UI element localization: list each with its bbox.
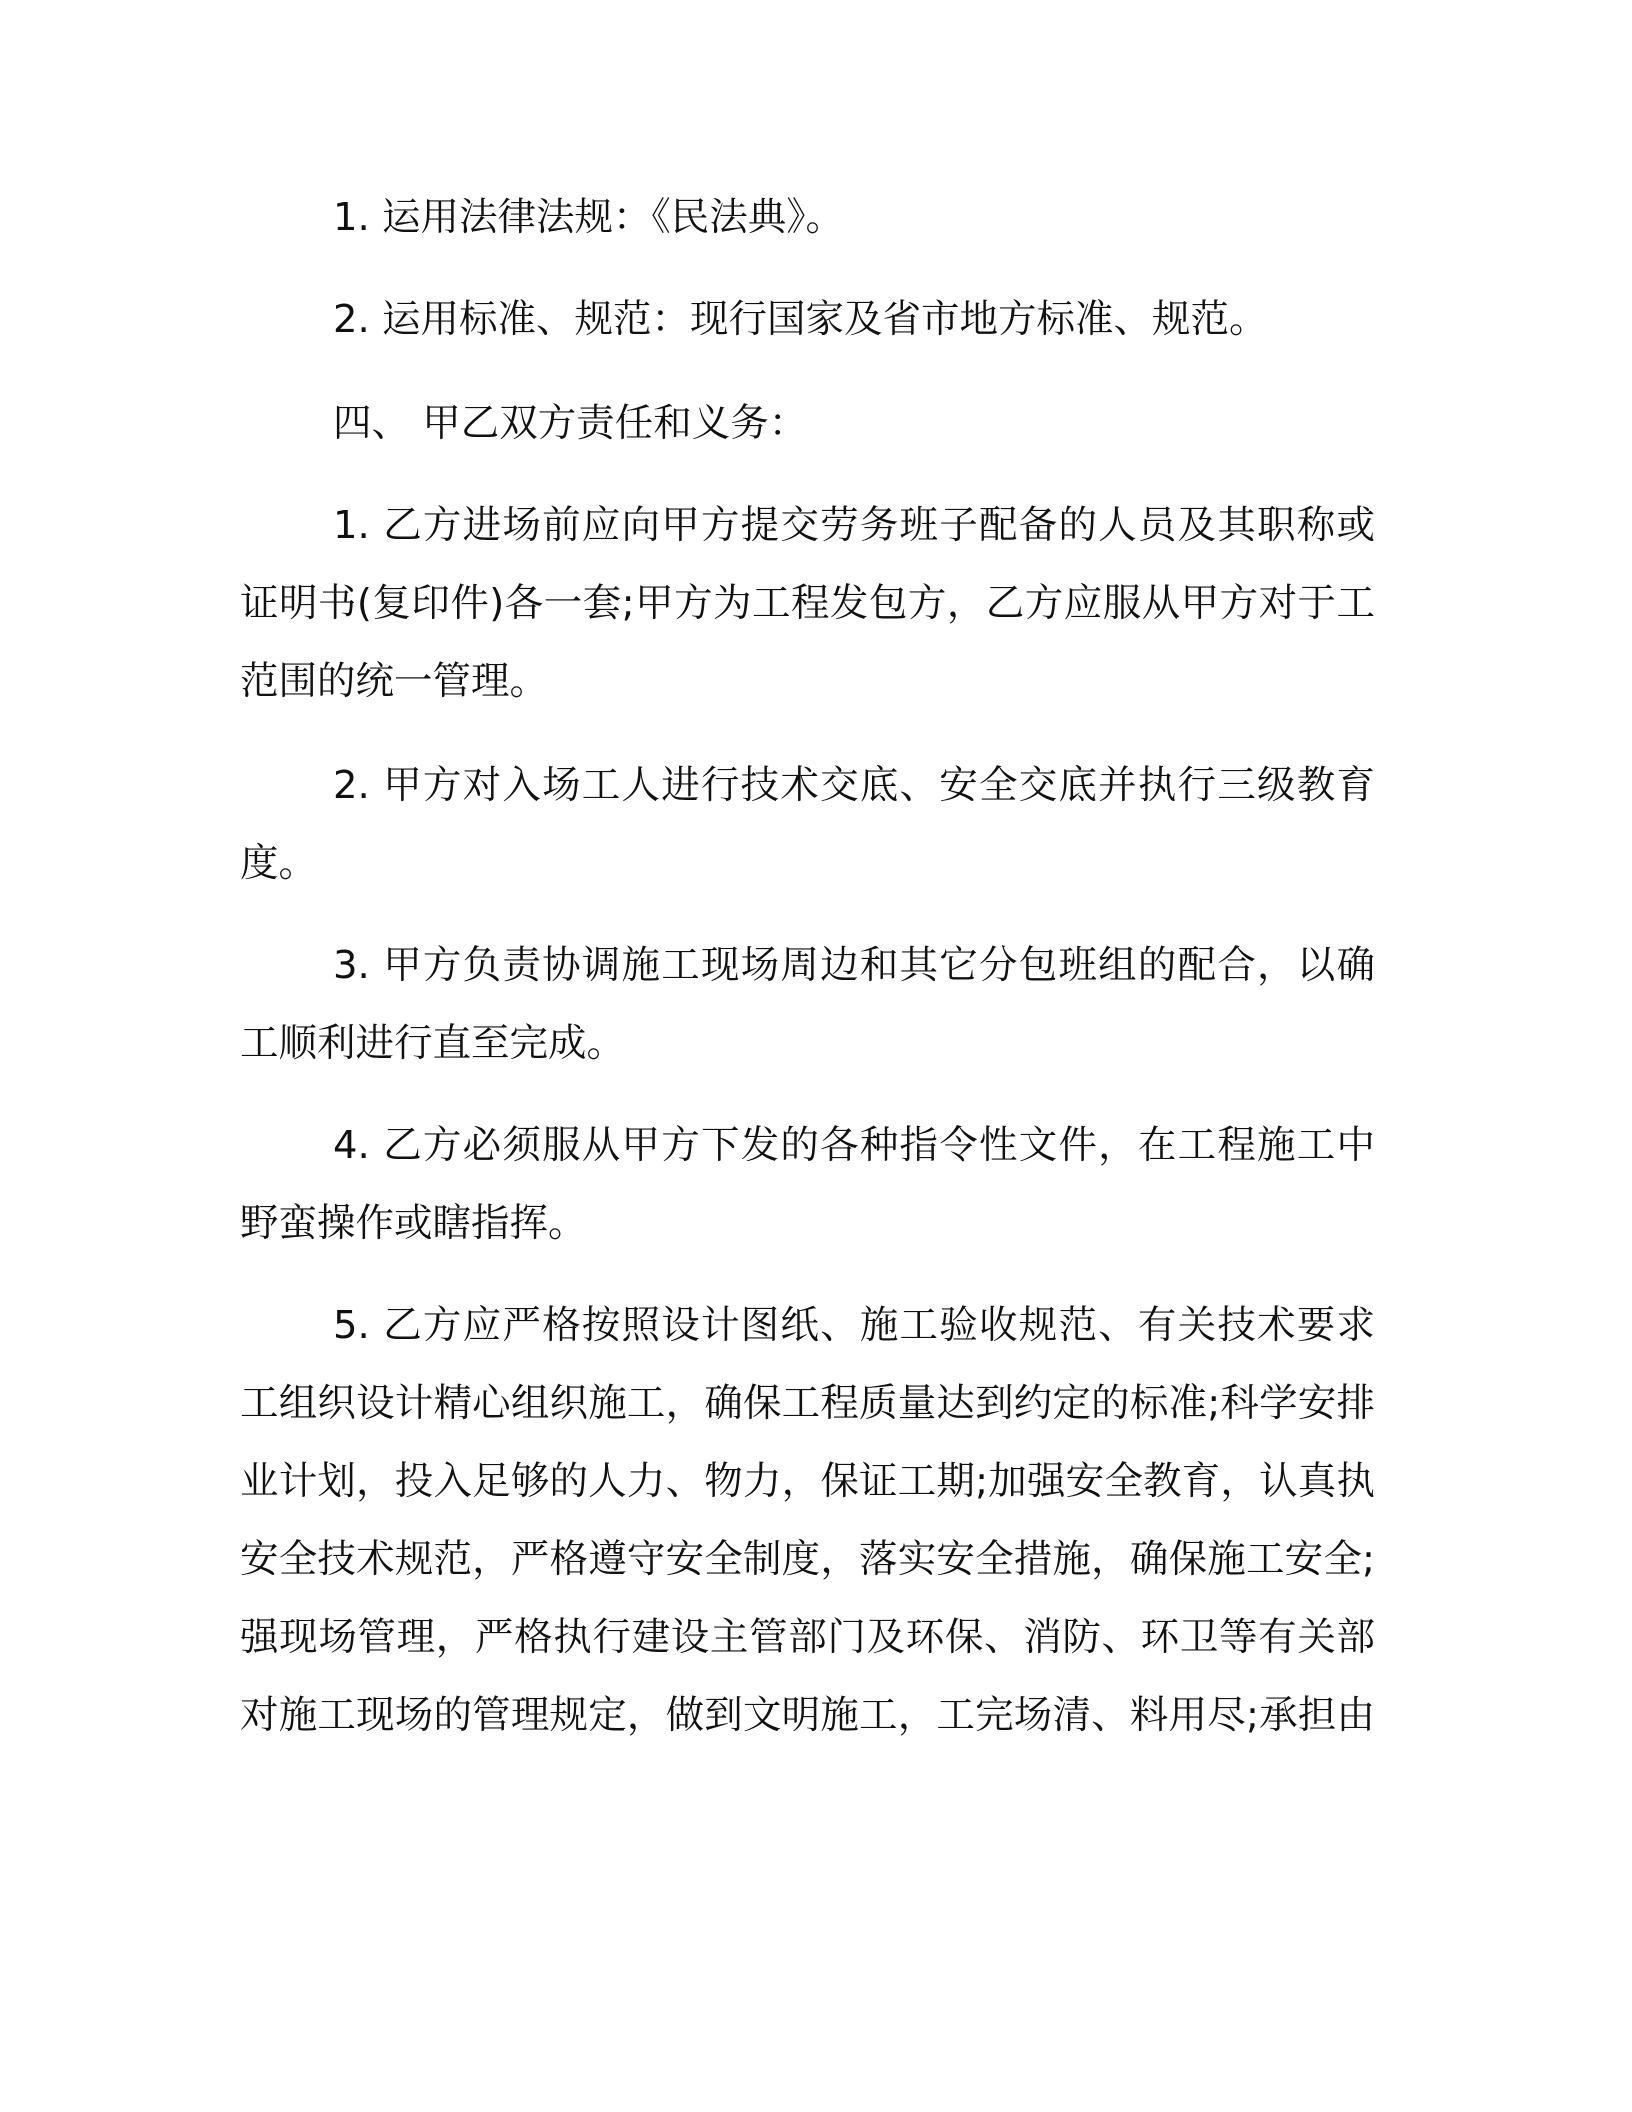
paragraph-5-line-2: 工组织设计精心组织施工，确保工程质量达到约定的标准;科学安排 (240, 1381, 1375, 1426)
paragraph-5-line-5: 强现场管理，严格执行建设主管部门及环保、消防、环卫等有关部 (240, 1615, 1375, 1660)
paragraph-5-line-4: 安全技术规范，严格遵守安全制度，落实安全措施，确保施工安全; (240, 1537, 1375, 1582)
paragraph-1-line-3: 范围的统一管理。 (240, 659, 549, 704)
paragraph-2-line-2: 度。 (240, 841, 318, 886)
paragraph-2-line-1: 2. 甲方对入场工人进行技术交底、安全交底并执行三级教育 (333, 763, 1375, 808)
text-line-standards: 2. 运用标准、规范：现行国家及省市地方标准、规范。 (333, 297, 1268, 342)
paragraph-1-line-1: 1. 乙方进场前应向甲方提交劳务班子配备的人员及其职称或 (333, 503, 1375, 548)
text-line-law: 1. 运用法律法规：《民法典》。 (333, 195, 844, 240)
paragraph-5-line-6: 对施工现场的管理规定，做到文明施工，工完场清、料用尽;承担由 (240, 1693, 1375, 1738)
paragraph-5-line-3: 业计划，投入足够的人力、物力，保证工期;加强安全教育，认真执 (240, 1459, 1375, 1504)
paragraph-4-line-2: 野蛮操作或瞎指挥。 (240, 1201, 587, 1246)
paragraph-3-line-1: 3. 甲方负责协调施工现场周边和其它分包班组的配合，以确 (333, 943, 1375, 988)
section-heading-responsibilities: 四、 甲乙双方责任和义务： (333, 401, 808, 446)
paragraph-3-line-2: 工顺利进行直至完成。 (240, 1021, 626, 1066)
paragraph-4-line-1: 4. 乙方必须服从甲方下发的各种指令性文件，在工程施工中 (333, 1123, 1375, 1168)
paragraph-5-line-1: 5. 乙方应严格按照设计图纸、施工验收规范、有关技术要求 (333, 1303, 1375, 1348)
paragraph-1-line-2: 证明书(复印件)各一套;甲方为工程发包方，乙方应服从甲方对于工 (240, 581, 1375, 626)
